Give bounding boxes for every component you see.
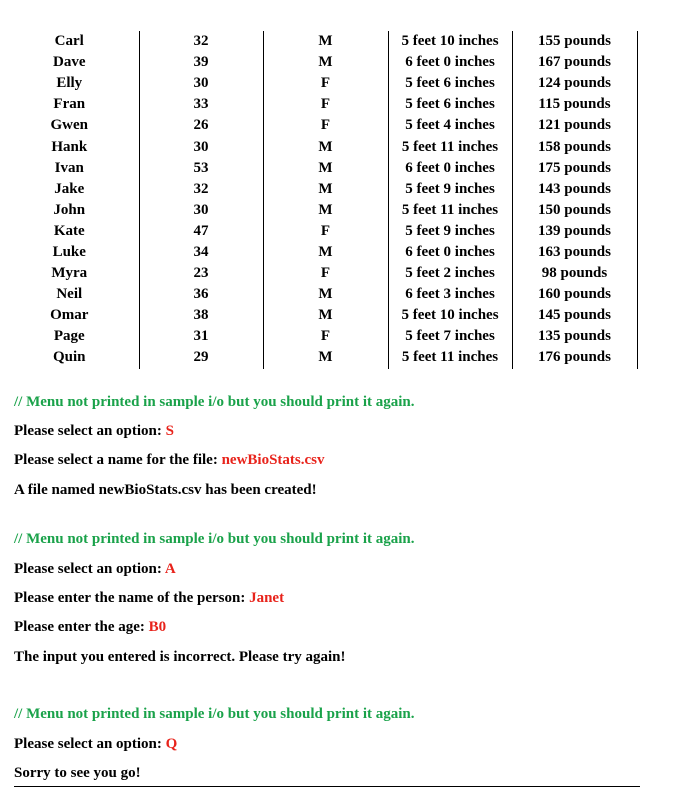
blank-cell (637, 179, 673, 200)
height-cell: 5 feet 6 inches (388, 73, 512, 94)
height-cell: 6 feet 0 inches (388, 242, 512, 263)
age-cell: 30 (139, 136, 263, 157)
input-error-message: The input you entered is incorrect. Please try again! (14, 649, 346, 665)
height-cell: 5 feet 6 inches (388, 94, 512, 115)
table-row (0, 305, 673, 326)
name-cell: Fran (0, 94, 139, 115)
option-input-value: A (164, 561, 176, 577)
file-name-input-value: newBioStats.csv (221, 452, 325, 468)
weight-cell: 150 pounds (512, 200, 637, 221)
gender-cell: F (263, 115, 388, 136)
name-cell: Luke (0, 242, 139, 263)
weight-cell: 167 pounds (512, 52, 637, 73)
option-input-value: S (165, 423, 174, 439)
height-cell: 5 feet 11 inches (388, 136, 512, 157)
age-cell: 36 (139, 284, 263, 305)
file-created-message: A file named newBioStats.csv has been created! (14, 482, 317, 498)
blank-cell (637, 115, 673, 136)
blank-cell (637, 158, 673, 179)
weight-cell: 139 pounds (512, 221, 637, 242)
blank-cell (637, 94, 673, 115)
save-option-line (14, 422, 174, 440)
height-cell: 5 feet 7 inches (388, 326, 512, 347)
weight-cell: 160 pounds (512, 284, 637, 305)
weight-cell: 121 pounds (512, 115, 637, 136)
age-cell: 32 (139, 179, 263, 200)
age-cell: 38 (139, 305, 263, 326)
gender-cell: F (263, 94, 388, 115)
age-cell: 32 (139, 31, 263, 52)
weight-cell: 145 pounds (512, 305, 637, 326)
table-row (0, 52, 673, 73)
gender-cell: F (263, 73, 388, 94)
weight-cell: 158 pounds (512, 136, 637, 157)
weight-cell: 143 pounds (512, 179, 637, 200)
name-cell: Carl (0, 31, 139, 52)
blank-cell (637, 263, 673, 284)
age-cell: 34 (139, 242, 263, 263)
name-cell: Omar (0, 305, 139, 326)
gender-cell: M (263, 179, 388, 200)
height-cell: 6 feet 0 inches (388, 52, 512, 73)
name-cell: Dave (0, 52, 139, 73)
blank-cell (637, 136, 673, 157)
age-cell: 33 (139, 94, 263, 115)
blank-cell (637, 52, 673, 73)
weight-cell: 135 pounds (512, 326, 637, 347)
name-cell: Hank (0, 136, 139, 157)
save-comment: // Menu not printed in sample i/o but you should print it again. (14, 394, 415, 410)
gender-cell: F (263, 326, 388, 347)
height-cell: 6 feet 0 inches (388, 158, 512, 179)
table-row (0, 326, 673, 347)
age-prompt: Please enter the age: (14, 619, 149, 635)
table-row (0, 31, 673, 52)
option-prompt: Please select an option: (14, 423, 166, 439)
blank-cell (637, 347, 673, 368)
age-cell: 53 (139, 158, 263, 179)
age-cell: 30 (139, 200, 263, 221)
name-cell: Kate (0, 221, 139, 242)
add-option-line (14, 560, 176, 578)
name-cell: Page (0, 326, 139, 347)
height-cell: 5 feet 10 inches (388, 31, 512, 52)
name-cell: Myra (0, 263, 139, 284)
bottom-divider (14, 786, 640, 787)
weight-cell: 175 pounds (512, 158, 637, 179)
add-comment: // Menu not printed in sample i/o but you should print it again. (14, 531, 415, 547)
age-cell: 30 (139, 73, 263, 94)
height-cell: 5 feet 11 inches (388, 200, 512, 221)
weight-cell: 155 pounds (512, 31, 637, 52)
farewell-message: Sorry to see you go! (14, 765, 141, 781)
table-row (0, 179, 673, 200)
height-cell: 5 feet 9 inches (388, 221, 512, 242)
blank-cell (637, 242, 673, 263)
blank-cell (637, 284, 673, 305)
name-cell: Ivan (0, 158, 139, 179)
age-cell: 29 (139, 347, 263, 368)
gender-cell: M (263, 158, 388, 179)
table-row (0, 347, 673, 368)
blank-cell (637, 326, 673, 347)
age-line (14, 618, 166, 636)
bio-stats-table (0, 31, 673, 369)
table-row (0, 284, 673, 305)
table-row (0, 94, 673, 115)
gender-cell: M (263, 242, 388, 263)
age-cell: 31 (139, 326, 263, 347)
height-cell: 5 feet 10 inches (388, 305, 512, 326)
blank-cell (637, 221, 673, 242)
option-prompt: Please select an option: (14, 561, 165, 577)
blank-cell (637, 31, 673, 52)
gender-cell: F (263, 263, 388, 284)
gender-cell: M (263, 347, 388, 368)
gender-cell: F (263, 221, 388, 242)
age-input-value: B0 (148, 619, 167, 635)
option-input-value: Q (165, 736, 178, 752)
age-cell: 39 (139, 52, 263, 73)
height-cell: 5 feet 9 inches (388, 179, 512, 200)
table-row (0, 221, 673, 242)
blank-cell (637, 200, 673, 221)
height-cell: 6 feet 3 inches (388, 284, 512, 305)
age-cell: 47 (139, 221, 263, 242)
name-cell: John (0, 200, 139, 221)
weight-cell: 98 pounds (512, 263, 637, 284)
table-row (0, 73, 673, 94)
file-name-prompt: Please select a name for the file: (14, 452, 222, 468)
name-cell: Elly (0, 73, 139, 94)
file-name-line (14, 451, 324, 469)
table-row (0, 115, 673, 136)
name-cell: Quin (0, 347, 139, 368)
blank-cell (637, 305, 673, 326)
height-cell: 5 feet 2 inches (388, 263, 512, 284)
weight-cell: 124 pounds (512, 73, 637, 94)
gender-cell: M (263, 305, 388, 326)
name-cell: Gwen (0, 115, 139, 136)
gender-cell: M (263, 200, 388, 221)
table-row (0, 158, 673, 179)
bio-stats-table-body (0, 31, 673, 369)
person-name-line (14, 589, 284, 607)
gender-cell: M (263, 136, 388, 157)
gender-cell: M (263, 284, 388, 305)
person-name-prompt: Please enter the name of the person: (14, 590, 250, 606)
table-row (0, 136, 673, 157)
blank-cell (637, 73, 673, 94)
table-row (0, 263, 673, 284)
name-cell: Jake (0, 179, 139, 200)
weight-cell: 163 pounds (512, 242, 637, 263)
height-cell: 5 feet 4 inches (388, 115, 512, 136)
weight-cell: 115 pounds (512, 94, 637, 115)
option-prompt: Please select an option: (14, 736, 166, 752)
name-cell: Neil (0, 284, 139, 305)
gender-cell: M (263, 52, 388, 73)
age-cell: 23 (139, 263, 263, 284)
table-row (0, 242, 673, 263)
table-row (0, 200, 673, 221)
height-cell: 5 feet 11 inches (388, 347, 512, 368)
quit-option-line (14, 735, 177, 753)
age-cell: 26 (139, 115, 263, 136)
quit-comment: // Menu not printed in sample i/o but you should print it again. (14, 706, 415, 722)
gender-cell: M (263, 31, 388, 52)
weight-cell: 176 pounds (512, 347, 637, 368)
person-name-input-value: Janet (249, 590, 285, 606)
